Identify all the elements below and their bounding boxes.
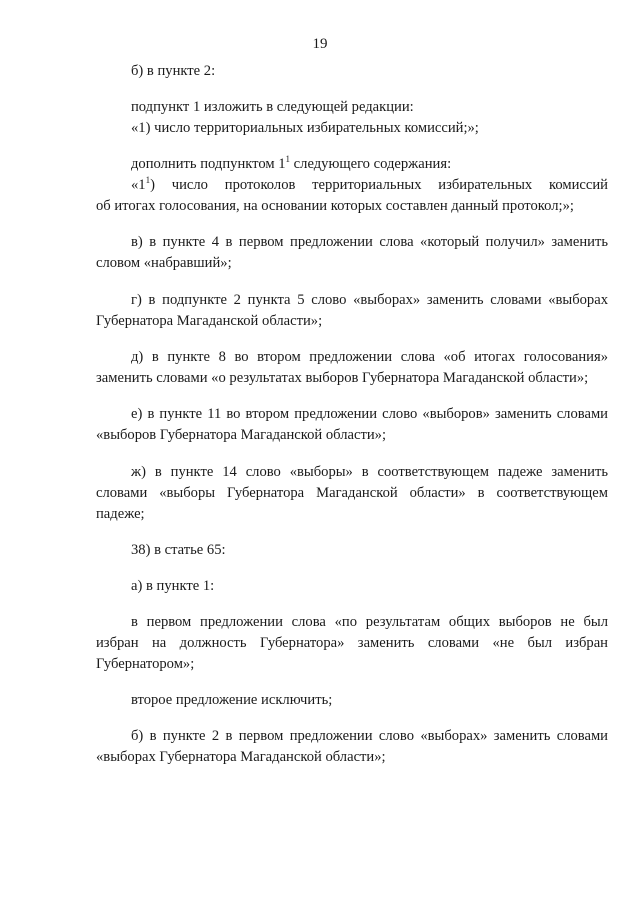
text-line: г) в подпункте 2 пункта 5 слово «выборах» заменить словами «выборах [131,292,608,308]
text-line: Губернатора Магаданской области»; [96,313,323,329]
text-line: об итогах голосования, на основании которых составлен данный протокол;»; [96,198,574,214]
text-line: заменить словами «о результатах выборов Губернатора Магаданской области»; [96,370,589,386]
text-line: д) в пункте 8 во втором предложении слова «об итогах голосования» [131,349,608,365]
text-line: б) в пункте 2 в первом предложении слово «выборах» заменить словами [131,728,608,744]
text-line: второе предложение исключить; [131,692,333,708]
text-line: подпункт 1 изложить в следующей редакции: [131,99,414,115]
text-line: словами «выборы Губернатора Магаданской области» в соответствующем [96,485,608,501]
text-line: словом «набравший»; [96,255,232,271]
text-line: ж) в пункте 14 слово «выборы» в соответствующем падеже заменить [131,464,608,480]
text-line: «$1^1$) число протоколов территориальных избирательных комиссий [131,175,608,193]
text-line: «выборов Губернатора Магаданской области»; [96,427,386,443]
text-line: а) в пункте 1: [131,578,215,594]
text-line: «1) число территориальных избирательных комиссий;»; [131,120,479,136]
text-line: е) в пункте 11 во втором предложении слово «выборов» заменить словами [131,406,608,422]
text-line: 38) в статье 65: [131,542,226,558]
text-line: падеже; [96,506,145,522]
text-line: «выборах Губернатора Магаданской области»; [96,749,386,765]
text-line: Губернатором»; [96,656,195,672]
text-line: в первом предложении слова «по результатам общих выборов не был [131,614,608,630]
text-line: б) в пункте 2: [131,63,216,79]
text-line: в) в пункте 4 в первом предложении слова «который получил» заменить [131,234,608,250]
text-line: дополнить подпунктом $1^1$ следующего содержания: [131,154,452,172]
page-number: 19 [312,36,328,52]
text-line: избран на должность Губернатора» заменить словами «не был избран [96,635,608,651]
